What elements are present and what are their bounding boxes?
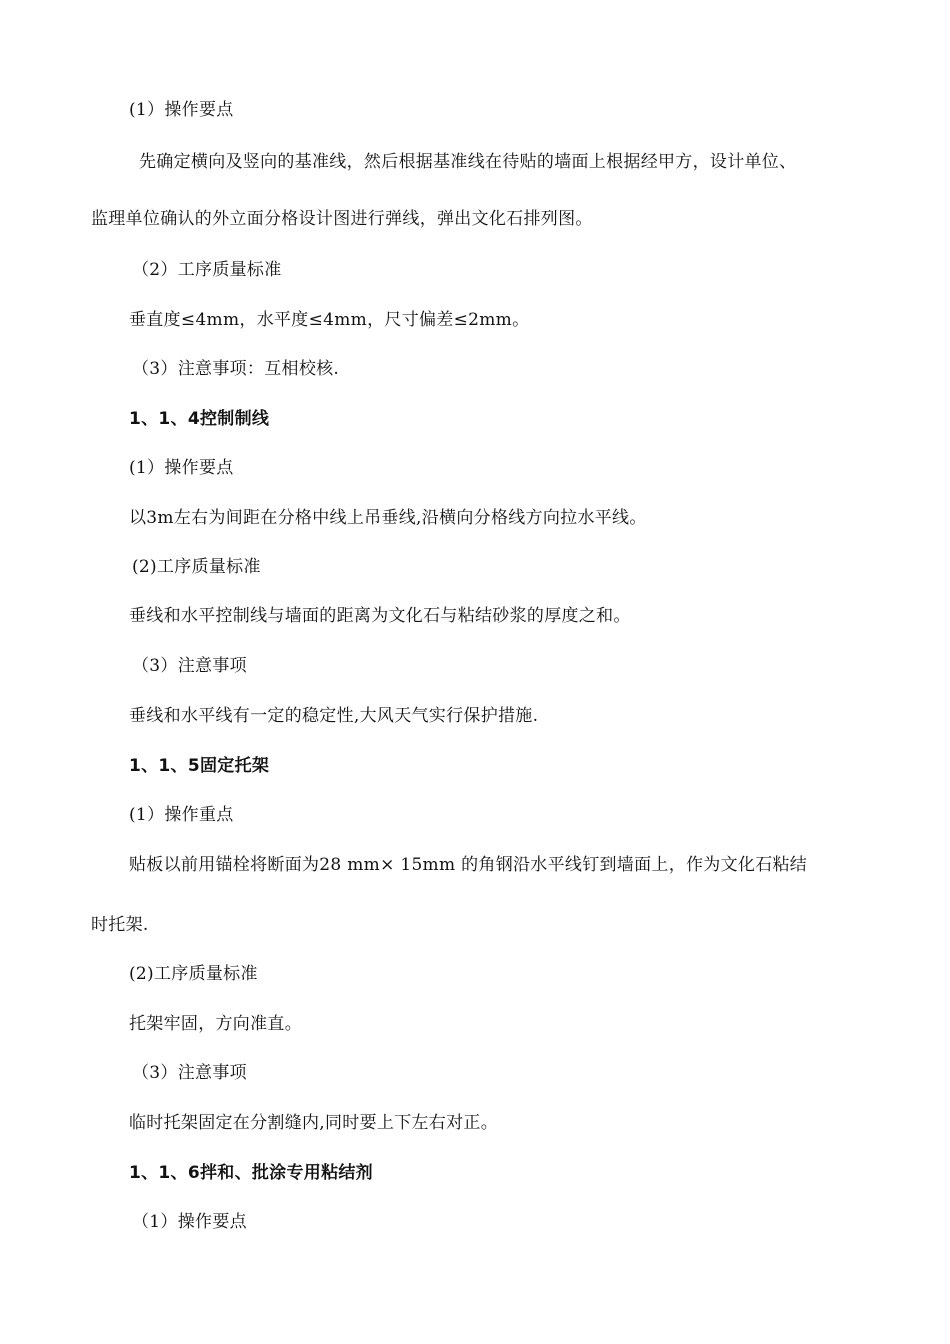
paragraph-text: 垂线和水平控制线与墙面的距离为文化石与粘结砂浆的厚度之和。 — [129, 606, 631, 626]
subsection-label: (1）操作重点 — [129, 805, 234, 825]
paragraph-text: 时托架. — [91, 915, 149, 935]
paragraph-text: 临时托架固定在分割缝内,同时要上下左右对正。 — [129, 1113, 499, 1133]
paragraph-text: 垂线和水平线有一定的稳定性,大风天气实行保护措施. — [129, 706, 539, 726]
subsection-label: （2）工序质量标准 — [132, 260, 282, 280]
subsection-label: （1）操作要点 — [132, 1212, 247, 1232]
paragraph-text: 先确定横向及竖向的基准线，然后根据基准线在待贴的墙面上根据经甲方，设计单位、 — [139, 152, 797, 172]
subsection-label: (2)工序质量标准 — [129, 964, 258, 984]
paragraph-text: 以3m左右为间距在分格中线上吊垂线,沿横向分格线方向拉水平线。 — [129, 508, 647, 528]
subsection-label: (1）操作要点 — [129, 100, 234, 120]
subsection-label: (2)工序质量标准 — [132, 557, 261, 577]
section-heading: 1、1、6拌和、批涂专用粘结剂 — [129, 1163, 373, 1183]
paragraph-text: 监理单位确认的外立面分格设计图进行弹线，弹出文化石排列图。 — [91, 209, 593, 229]
section-heading: 1、1、5固定托架 — [129, 756, 270, 776]
paragraph-text: 贴板以前用锚栓将断面为28 mm× 15mm 的角钢沿水平线钉到墙面上，作为文化石粘结 — [129, 855, 808, 875]
subsection-label: （3）注意事项 — [132, 1063, 247, 1083]
paragraph-text: 垂直度≤4mm，水平度≤4mm，尺寸偏差≤2mm。 — [129, 310, 530, 330]
subsection-label: （3）注意事项：互相校核. — [132, 359, 340, 379]
subsection-label: （3）注意事项 — [132, 656, 247, 676]
subsection-label: (1）操作要点 — [129, 458, 234, 478]
paragraph-text: 托架牢固，方向准直。 — [129, 1014, 302, 1034]
section-heading: 1、1、4控制制线 — [129, 409, 270, 429]
